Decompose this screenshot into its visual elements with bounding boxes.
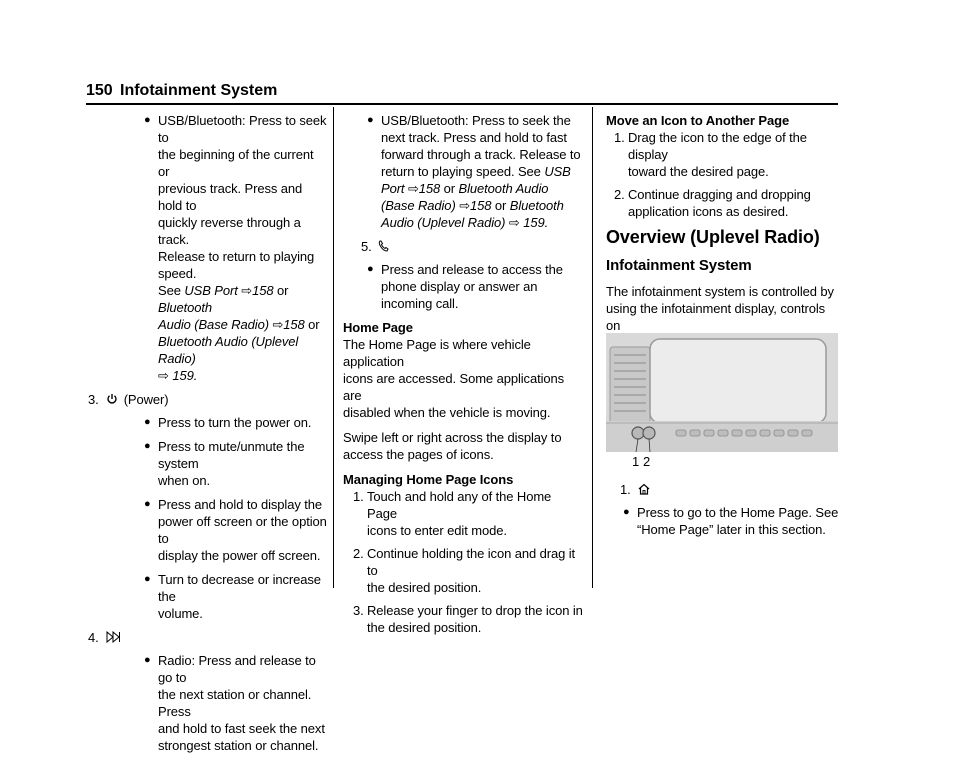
column-2 bbox=[343, 112, 583, 642]
home-page-para-2: Swipe left or right across the display to access the pages of icons. bbox=[343, 430, 562, 462]
infotainment-illustration bbox=[606, 333, 838, 452]
item-4-seek: 4. bbox=[88, 629, 328, 646]
item-3-power: 3. (Power) bbox=[88, 392, 169, 407]
manage-step-1: 1. Touch and hold any of the Home Page icons to enter edit mode. bbox=[353, 489, 552, 538]
page-number: 150 bbox=[86, 82, 113, 99]
subsection-title: Infotainment System bbox=[606, 257, 752, 274]
home-icon bbox=[638, 483, 650, 495]
managing-icons-heading: Managing Home Page Icons bbox=[343, 472, 514, 487]
seek-forward-icon bbox=[105, 631, 121, 643]
column-3-lower bbox=[620, 481, 840, 545]
move-icon-heading: Move an Icon to Another Page bbox=[606, 113, 790, 128]
column-divider-1 bbox=[333, 107, 334, 588]
bullet-home-page: ● Press to go to the Home Page. See “Home Page” later in this section. bbox=[623, 505, 839, 537]
item-5-phone: 5. bbox=[361, 238, 583, 255]
page-header bbox=[86, 82, 838, 104]
bullet-volume: ● Turn to decrease or increase the volume. bbox=[144, 572, 321, 621]
seek-bullets bbox=[144, 652, 328, 754]
manage-step-3: 3. Release your finger to drop the icon in the desired position. bbox=[353, 603, 583, 635]
bullet-power-on: ● Press to turn the power on. bbox=[144, 415, 312, 430]
move-step-2: 2. Continue dragging and dropping application icons as desired. bbox=[614, 187, 811, 219]
bullet-phone: ● Press and release to access the phone display or answer an incoming call. bbox=[367, 262, 563, 311]
figure-callout-1: 1 bbox=[632, 454, 640, 469]
power-icon bbox=[106, 393, 118, 405]
bullet-power-off-screen: ● Press and hold to display the power off screen or the option to display the power off screen. bbox=[144, 497, 327, 563]
page-title: Infotainment System bbox=[120, 82, 278, 99]
infotainment-figure bbox=[606, 333, 838, 452]
bullet-mute: ● Press to mute/unmute the system when on. bbox=[144, 439, 305, 488]
xref-usb-port[interactable]: USB Port bbox=[184, 283, 238, 298]
home-page-heading: Home Page bbox=[343, 320, 413, 335]
intro-paragraph: The infotainment system is controlled by using the infotainment display, controls on bbox=[606, 284, 834, 333]
managing-icons-steps bbox=[353, 488, 583, 636]
bullet-usb-bluetooth-seek-back: ● USB/Bluetooth: Press to seek to the beginning of the current or previous track. Press and hold to quickly reverse through a track. Release to return to playing speed. See USB Port ⇨158 or Bluetooth Audio (Base Radio) ⇨158 or Bluetooth Audio (Uplevel Radio) ⇨ 159. bbox=[144, 113, 327, 383]
section-title: Overview (Uplevel Radio) bbox=[606, 227, 820, 247]
figure-callout-2: 2 bbox=[643, 454, 651, 469]
phone-icon bbox=[378, 240, 389, 252]
item-1-home: 1. bbox=[620, 481, 840, 498]
header-rule bbox=[86, 103, 838, 105]
move-step-1: 1. Drag the icon to the edge of the display toward the desired page. bbox=[614, 130, 807, 179]
xref-arrow: ⇨ bbox=[241, 283, 253, 298]
home-page-para-1: The Home Page is where vehicle application icons are accessed. Some applications are disabled when the vehicle is moving. bbox=[343, 337, 565, 420]
bullet-usb-bluetooth-seek-next: ● USB/Bluetooth: Press to seek the next track. Press and hold to fast forward through a track. Release to return to playing speed. See USB Port ⇨158 or Bluetooth Audio (Base Radio) ⇨158 or Bluetooth Audio (Uplevel Radio) ⇨ 159. bbox=[367, 113, 581, 230]
manage-step-2: 2. Continue holding the icon and drag it to the desired position. bbox=[353, 546, 576, 595]
column-1 bbox=[88, 112, 328, 761]
move-icon-steps bbox=[614, 129, 842, 220]
power-bullets bbox=[144, 414, 328, 622]
bullet-dot: ● bbox=[144, 114, 151, 126]
column-divider-2 bbox=[592, 107, 593, 588]
bullet-radio-seek: ● Radio: Press and release to go to the next station or channel. Press and hold to fast seek the next strongest station or channel. bbox=[144, 653, 325, 753]
